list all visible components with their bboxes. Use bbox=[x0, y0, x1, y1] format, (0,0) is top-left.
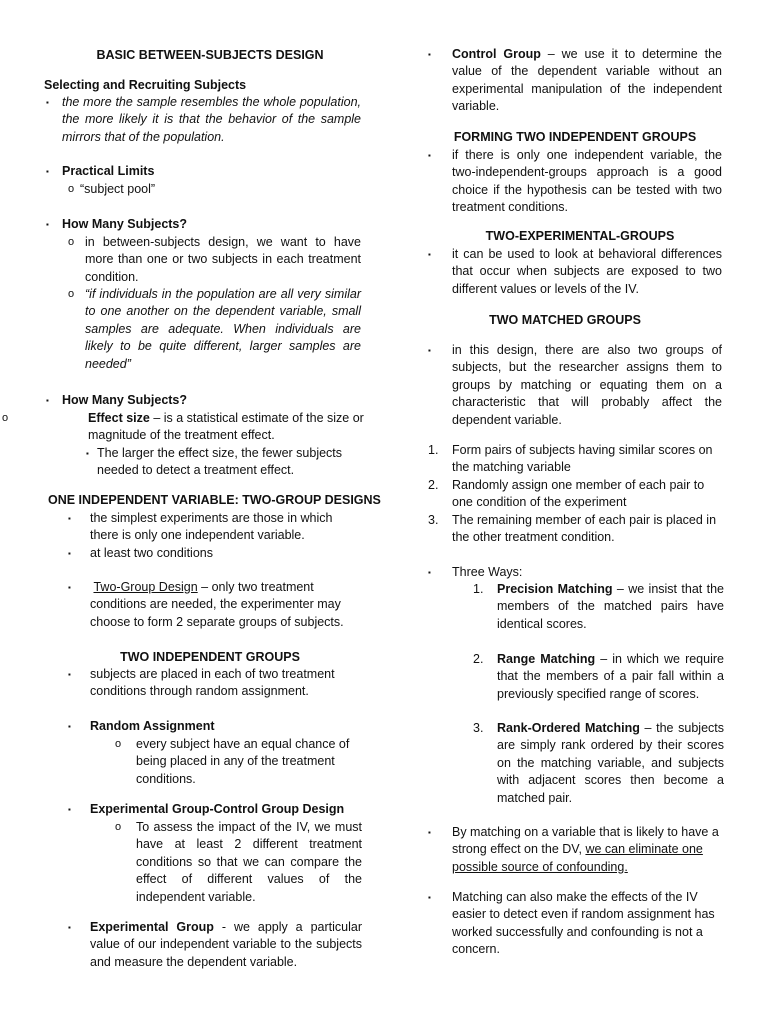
subject-pool-text: “subject pool” bbox=[80, 182, 156, 196]
bullet-square: ▪ bbox=[68, 722, 71, 731]
section-heading-selecting: Selecting and Recruiting Subjects bbox=[44, 78, 247, 92]
two-group-design-def: – only two treatment conditions are needed, the experimenter may choose to form 2 separate groups of subjects. bbox=[90, 580, 344, 629]
rank-ordered-matching-def: – the subjects are simply rank ordered by their scores on the matching variable, and subjects with adjacent scores then become a matched pair. bbox=[497, 721, 725, 805]
two-experimental-groups-text: it can be used to look at behavioral differences that occur when subjects are exposed to two different values or levels of the IV. bbox=[452, 247, 722, 296]
bullet-square: ▪ bbox=[428, 250, 431, 259]
experimental-group-term: Experimental Group bbox=[90, 920, 214, 934]
range-matching-text bbox=[497, 651, 724, 703]
bullet-square: ▪ bbox=[428, 828, 431, 837]
egcg-heading: Experimental Group-Control Group Design bbox=[90, 802, 345, 816]
egcg-text: To assess the impact of the IV, we must have at least 2 different treatment conditions so that we can compare the effect of different values of the independent variable. bbox=[136, 820, 362, 904]
step-number-2: 2. bbox=[428, 478, 439, 492]
effect-size-text bbox=[88, 410, 364, 445]
bullet-square: ▪ bbox=[46, 396, 49, 405]
precision-matching-text bbox=[497, 581, 724, 633]
control-group-def: – we use it to determine the value of the dependent variable without an experimental manipulation of the independent variable. bbox=[452, 47, 723, 114]
two-group-design-term: Two-Group Design bbox=[93, 580, 198, 594]
bullet-square: ▪ bbox=[68, 514, 71, 523]
bullet-square: ▪ bbox=[68, 670, 71, 679]
bullet-square: ▪ bbox=[68, 923, 71, 932]
how-many-text-b: “if individuals in the population are all very similar to one another on the dependent variable, small samples are adequate. When individuals are likely to be quite different, larger samples are needed” bbox=[85, 287, 361, 371]
two-matched-groups-text: in this design, there are also two groups of subjects, but the researcher assigns them to groups by matching or equating them on a characteristic that will probably affect the dependent variable. bbox=[452, 343, 722, 427]
how-many-heading-2: How Many Subjects? bbox=[62, 393, 188, 407]
two-independent-groups-text: subjects are placed in each of two treatment conditions through random assignment. bbox=[90, 667, 335, 699]
forming-text: if there is only one independent variable, the two-independent-groups approach is a good choice if the hypothesis can be tested with two treatment conditions. bbox=[452, 148, 722, 215]
bullet-circle: o bbox=[68, 236, 75, 248]
step-number-3: 3. bbox=[428, 513, 439, 527]
range-matching-def: – in which we require that the members of a pair fall within a previously specified range of scores. bbox=[497, 652, 724, 701]
bullet-square: ▪ bbox=[46, 167, 49, 176]
control-group-term: Control Group bbox=[452, 47, 541, 61]
two-matched-groups-heading: TWO MATCHED GROUPS bbox=[489, 313, 641, 327]
bullet-square: ▪ bbox=[428, 50, 431, 59]
bullet-circle: o bbox=[115, 738, 122, 750]
bullet-square: ▪ bbox=[68, 583, 71, 592]
at-least-two-text: at least two conditions bbox=[90, 546, 213, 560]
control-group-text bbox=[452, 46, 722, 116]
precision-matching-term: Precision Matching bbox=[497, 582, 613, 596]
two-independent-groups-heading: TWO INDEPENDENT GROUPS bbox=[120, 650, 300, 664]
experimental-group-text bbox=[90, 919, 362, 971]
practical-limits-heading: Practical Limits bbox=[62, 164, 155, 178]
step-1-text: Form pairs of subjects having similar scores on the matching variable bbox=[452, 443, 713, 475]
forming-heading: FORMING TWO INDEPENDENT GROUPS bbox=[453, 130, 697, 144]
by-matching-text bbox=[452, 824, 726, 876]
selecting-text: the more the sample resembles the whole population, the more likely it is that the behavior of the sample mirrors that of the population. bbox=[62, 95, 361, 144]
experimental-group-def: - we apply a particular value of our independent variable to the subjects and measure the dependent variable. bbox=[90, 920, 362, 969]
simplest-text: the simplest experiments are those in which there is only one independent variable. bbox=[90, 511, 333, 543]
bullet-circle: o bbox=[2, 412, 9, 424]
step-2-text: Randomly assign one member of each pair to one condition of the experiment bbox=[452, 478, 705, 510]
bullet-square: ▪ bbox=[86, 449, 89, 458]
by-matching-underlined: we can eliminate one possible source of confounding. bbox=[452, 842, 703, 874]
larger-effect-text: The larger the effect size, the fewer subjects needed to detect a treatment effect. bbox=[97, 446, 343, 478]
three-ways-text: Three Ways: bbox=[452, 565, 523, 579]
range-matching-term: Range Matching bbox=[497, 652, 596, 666]
step-3-text: The remaining member of each pair is placed in the other treatment condition. bbox=[452, 513, 717, 545]
bullet-square: ▪ bbox=[428, 346, 431, 355]
by-matching-pre: By matching on a variable that is likely to have a strong effect on the DV, bbox=[452, 825, 719, 857]
precision-matching-def: – we insist that the members of the matched pairs have identical scores. bbox=[497, 582, 724, 631]
rank-ordered-matching-term: Rank-Ordered Matching bbox=[497, 721, 640, 735]
random-assignment-heading: Random Assignment bbox=[90, 719, 215, 733]
one-iv-heading: ONE INDEPENDENT VARIABLE: TWO-GROUP DESIGNS bbox=[48, 493, 381, 507]
way-number-2: 2. bbox=[473, 652, 484, 666]
bullet-square: ▪ bbox=[428, 151, 431, 160]
bullet-square: ▪ bbox=[46, 98, 49, 107]
matching-also-text: Matching can also make the effects of the IV easier to detect even if random assignment has worked successfully and confounding is not a concern. bbox=[452, 890, 715, 957]
bullet-square: ▪ bbox=[68, 805, 71, 814]
effect-size-term: Effect size bbox=[88, 411, 150, 425]
way-number-1: 1. bbox=[473, 582, 484, 596]
page-title: BASIC BETWEEN-SUBJECTS DESIGN bbox=[96, 48, 324, 62]
rank-ordered-matching-text bbox=[497, 720, 724, 807]
bullet-square: ▪ bbox=[428, 893, 431, 902]
random-assignment-text: every subject have an equal chance of being placed in any of the treatment conditions. bbox=[136, 737, 350, 786]
effect-size-def: – is a statistical estimate of the size or magnitude of the treatment effect. bbox=[88, 411, 364, 443]
bullet-square: ▪ bbox=[68, 549, 71, 558]
bullet-circle: o bbox=[68, 288, 75, 300]
bullet-circle: o bbox=[115, 821, 122, 833]
way-number-3: 3. bbox=[473, 721, 484, 735]
two-experimental-groups-heading: TWO-EXPERIMENTAL-GROUPS bbox=[485, 229, 675, 243]
bullet-square: ▪ bbox=[428, 568, 431, 577]
how-many-text-a: in between-subjects design, we want to have more than one or two subjects in each treatment condition. bbox=[85, 235, 361, 284]
step-number-1: 1. bbox=[428, 443, 439, 457]
two-group-design-text bbox=[90, 579, 362, 631]
bullet-square: ▪ bbox=[46, 220, 49, 229]
how-many-heading-1: How Many Subjects? bbox=[62, 217, 188, 231]
bullet-circle: o bbox=[68, 183, 75, 195]
